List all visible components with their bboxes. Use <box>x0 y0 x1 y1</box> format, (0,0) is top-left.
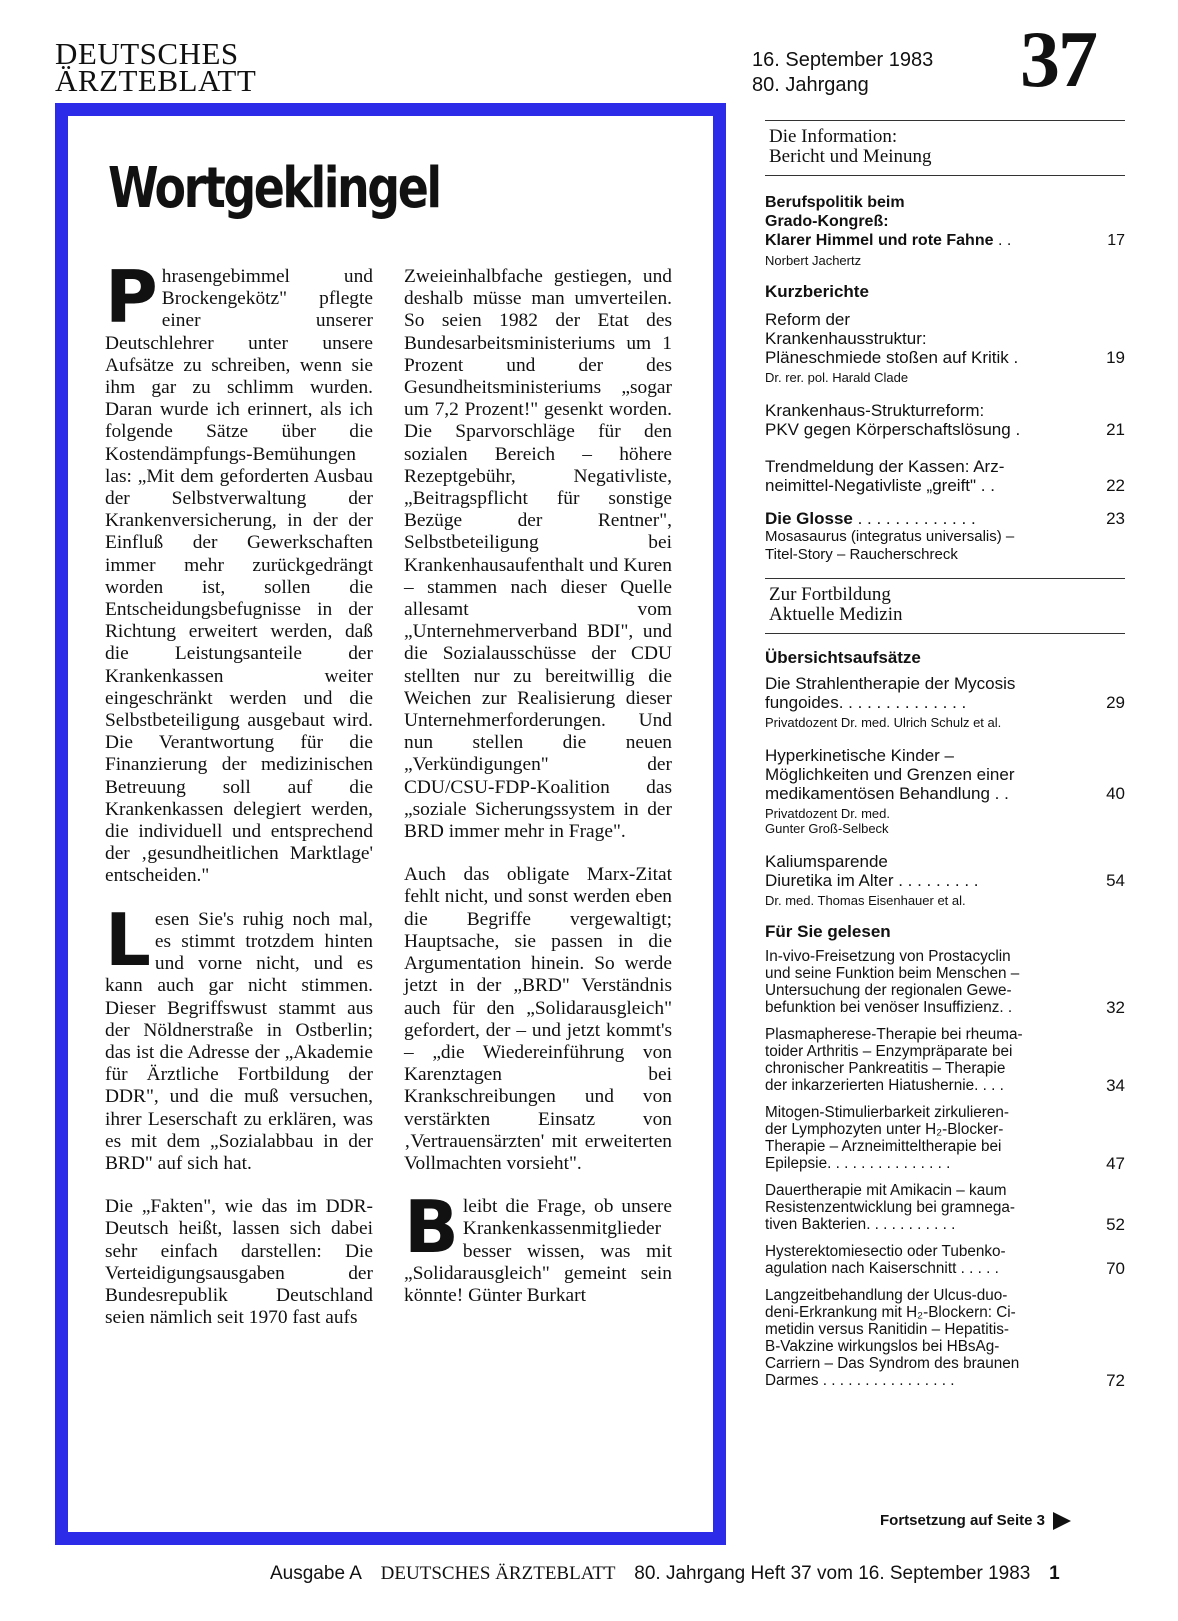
editorial-column-right <box>404 266 672 1328</box>
title-line: metidin versus Ranitidin – Hepatitis- <box>765 1321 1010 1338</box>
leader-dots: . . . . . . . . . <box>893 871 979 890</box>
entry-title <box>765 457 1125 495</box>
page-number: 19 <box>1106 348 1125 367</box>
subtitle-line: Mosasaurus (integratus universalis) – <box>765 528 1015 545</box>
leader-dots: . . . . . . . . . . . <box>866 1216 956 1233</box>
footer-title: DEUTSCHES ÄRZTEBLATT <box>380 1563 616 1584</box>
section-subtitle: Bericht und Meinung <box>769 146 932 167</box>
entry-title <box>765 852 1125 890</box>
paragraph-text: hrasengebimmel und Brockengekötz" pflegte einer unserer Deutschlehrer unter unsere Aufsätze zu schreiben, wenn sie ihm gar zu schlimm wurden. Daran wurde ich erinnert, als ich folgende Sätze über die Kostendämpfungs-Bemühungen las: „Mit dem geforderten Ausbau der Selbstverwaltung der Krankenversicherung, in der der Einfluß der Gewerkschaften immer mehr zurückgedrängt worden ist, sollen die Entscheidungsbefugnisse in der Richtung erweitert werden, daß die Leistungsanteile der Krankenkassen weiter eingeschränkt werden und die Selbstbeteiligung ausgebaut wird. Die Verantwortung für die Finanzierung der medizinischen Betreuung soll auf die Krankenkassen delegiert werden, die individuell und entsprechend der ‚gesundheitlichen Marktlage' entscheiden." <box>105 266 373 887</box>
leader-dots: . . . . . <box>956 1260 999 1277</box>
author-line: Privatdozent Dr. med. <box>765 806 890 821</box>
toc-entry-mitogen[interactable] <box>765 1104 1125 1172</box>
title-line: Diuretika im Alter <box>765 871 894 890</box>
page-number: 70 <box>1106 1259 1125 1278</box>
author <box>765 806 1125 836</box>
author: Dr. rer. pol. Harald Clade <box>765 370 909 385</box>
paragraph-text: Zweieinhalbfache gestiegen, und deshalb müsse man umverteilen. So seien 1982 der Etat des Bundesarbeitsministeriums um 1 Prozent und der des Gesundheitsministeriums „sogar um 7,2 Prozent!" gesenkt worden. Die Sparvorschläge für den sozialen Bereich – höhere Rezeptgebühr, Negativliste, „Beitragspflicht für sonstige Bezüge der Rentner", Selbstbeteiligung bei Krankenhausaufenthalt und Kuren – stammen nach dieser Quelle allesamt vom „Unternehmerverband BDI", und die Sozialausschüsse der CDU stellten nur zu bereitwillig die Weichen zur Realisierung dieser Unternehmerforderungen. Und nun stellen die neuen „Verkündigungen" der CDU/CSU-FDP-Koalition das „soziale Sicherungssystem in der BRD immer mehr in Frage". <box>404 266 672 843</box>
toc-entry-glosse[interactable] <box>765 509 1125 564</box>
section-subtitle: Aktuelle Medizin <box>769 604 903 625</box>
page-number: 72 <box>1106 1371 1125 1390</box>
title-line: toider Arthritis – Enzympräparate bei <box>765 1043 1013 1060</box>
author: Privatdozent Dr. med. Ulrich Schulz et al. <box>765 715 1002 730</box>
leader-dots: . <box>1010 420 1021 439</box>
title-line: deni-Erkrankung mit H₂-Blockern: Ci- <box>765 1304 1016 1321</box>
page-number: 29 <box>1106 693 1125 712</box>
entry-title <box>765 1243 1125 1277</box>
title-line: Krankenhausstruktur: <box>765 329 927 348</box>
page-number: 54 <box>1106 871 1125 890</box>
paragraph <box>404 864 672 1175</box>
entry-subtitle <box>765 528 1125 564</box>
title-line: Langzeitbehandlung der Ulcus-duo- <box>765 1287 1008 1304</box>
masthead-line2: ÄRZTEBLATT <box>55 63 257 98</box>
entry-title <box>765 1287 1125 1389</box>
section-title: Die Information: <box>769 126 898 147</box>
paragraph-text: Die „Fakten", wie das im DDR-Deutsch heißt, lassen sich dabei sehr einfach darstellen: Die Verteidigungsausgaben der Bundesrepublik Deutschland seien nämlich seit 1970 fast aufs <box>105 1196 373 1329</box>
title-line: befunktion bei venöser Insuffizienz <box>765 999 1000 1016</box>
toc-entry-ulcus[interactable] <box>765 1287 1125 1389</box>
entry-title <box>765 746 1125 803</box>
paragraph <box>105 1196 373 1329</box>
category-label: Berufspolitik beim <box>765 194 905 211</box>
title-line: tiven Bakterien <box>765 1216 867 1233</box>
leader-dots: . . <box>999 999 1013 1016</box>
drop-cap: B <box>404 1185 459 1270</box>
page-number: 52 <box>1106 1215 1125 1234</box>
entry-title <box>765 674 1125 712</box>
page-number: 40 <box>1106 784 1125 803</box>
divider <box>765 175 1125 176</box>
page-number: 17 <box>1107 232 1125 249</box>
entry-title <box>765 1182 1125 1233</box>
masthead <box>55 36 257 98</box>
leader-dots: . . <box>976 476 995 495</box>
editorial-title: Wortgeklingel <box>108 156 440 221</box>
title-line: Grado-Kongreß: <box>765 213 889 230</box>
issue-info <box>752 48 933 98</box>
page-number: 47 <box>1106 1154 1125 1173</box>
entry-title <box>765 212 1125 250</box>
toc-entry-plasmapherese[interactable] <box>765 1026 1125 1094</box>
title-line: der Lymphozyten unter H₂-Blocker- <box>765 1121 1004 1138</box>
masthead-line1: DEUTSCHES <box>55 36 239 71</box>
editorial-box <box>68 116 713 1532</box>
title-line: PKV gegen Körperschaftslösung <box>765 420 1011 439</box>
footer-page-number: 1 <box>1049 1563 1060 1584</box>
page-number: 32 <box>1106 998 1125 1017</box>
category-heading: Kurzberichte <box>765 282 869 301</box>
title-line: Darmes <box>765 1372 819 1389</box>
paragraph <box>105 255 373 888</box>
title-line: Die Strahlentherapie der Mycosis <box>765 674 1016 693</box>
author-line: Gunter Groß-Selbeck <box>765 821 889 836</box>
arrow-right-icon <box>1053 1512 1071 1530</box>
title-line: Carriern – Das Syndrom des braunen <box>765 1355 1020 1372</box>
entry-title <box>765 1104 1125 1172</box>
divider <box>765 633 1125 634</box>
page-number: 21 <box>1106 420 1125 439</box>
leader-dots: . . <box>989 784 1009 803</box>
title-line: Trendmeldung der Kassen: Arz- <box>765 457 1005 476</box>
issue-number: 37 <box>1020 16 1096 104</box>
leader-dots: . . . . . . . . . . . . . . <box>838 693 967 712</box>
toc-entry-amikacin[interactable] <box>765 1182 1125 1233</box>
title-line: fungoides <box>765 693 839 712</box>
title-line: der inkarzerierten Hiatushernie <box>765 1077 975 1094</box>
title-line: Pläneschmiede stoßen auf Kritik <box>765 348 1009 367</box>
title-line: Dauertherapie mit Amikacin – kaum <box>765 1182 1007 1199</box>
leader-dots: . . <box>993 232 1012 249</box>
entry-title <box>765 948 1125 1016</box>
continuation-link[interactable] <box>880 1512 1071 1530</box>
paragraph <box>404 266 672 843</box>
author: Norbert Jachertz <box>765 253 862 268</box>
footer-issue: 80. Jahrgang Heft 37 vom 16. September 1983 <box>634 1563 1031 1584</box>
toc-section-information <box>765 121 1125 175</box>
toc-entry-hysterektomie[interactable] <box>765 1243 1125 1277</box>
title-line: In-vivo-Freisetzung von Prostacyclin <box>765 948 1011 965</box>
title-line: Hyperkinetische Kinder – <box>765 746 954 765</box>
title-line: Möglichkeiten und Grenzen einer <box>765 765 1015 784</box>
title-line: und seine Funktion beim Menschen – <box>765 965 1020 982</box>
drop-cap: P <box>105 255 158 339</box>
entry-title <box>765 1026 1125 1094</box>
leader-dots: . . . . . . . . . . . . . <box>852 509 976 528</box>
paragraph <box>105 897 373 1175</box>
category-heading: Für Sie gelesen <box>765 922 891 941</box>
page-number: 34 <box>1106 1076 1125 1095</box>
issue-date: 16. September 1983 <box>752 49 934 71</box>
toc-entry-trend[interactable] <box>765 457 1125 495</box>
title-line: Epilepsie <box>765 1155 828 1172</box>
title-line: Plasmapherese-Therapie bei rheuma- <box>765 1026 1023 1043</box>
title-line: B-Vakzine wirkungslos bei HBsAg- <box>765 1338 1000 1355</box>
title-line: Therapie – Arzneimitteltherapie bei <box>765 1138 1002 1155</box>
page-footer <box>270 1563 1074 1585</box>
entry-title <box>765 310 1125 367</box>
paragraph-text: esen Sie's ruhig noch mal, es stimmt trotzdem hinten und vorne nicht, und es kann auch gar nicht stimmen. Dieser Begriffswust stammt aus der Nöldnerstraße in Ostberlin; das ist die Adresse der „Akademie für Ärztliche Fortbildung der DDR", und die muß versuchen, ihrer Leserschaft zu erklären, was es mit dem „Sozialabbau in der BRD" auf sich hat. <box>105 908 373 1174</box>
title-line: Untersuchung der regionalen Gewe- <box>765 982 1012 999</box>
page-number: 22 <box>1106 476 1125 495</box>
issue-volume: 80. Jahrgang <box>752 74 869 96</box>
title-line: medikamentösen Behandlung <box>765 784 990 803</box>
toc-entry-grado[interactable] <box>765 194 1125 268</box>
title-line: Die Glosse <box>765 509 853 528</box>
section-title: Zur Fortbildung <box>769 584 891 605</box>
toc-section-fortbildung <box>765 579 1125 633</box>
title-line: Klarer Himmel und rote Fahne <box>765 232 994 249</box>
leader-dots: . . . . . . . . . . . . . . . <box>827 1155 951 1172</box>
title-line: Hysterektomiesectio oder Tubenko- <box>765 1243 1006 1260</box>
title-line: chronischer Pankreatitis – Therapie <box>765 1060 1006 1077</box>
category-heading: Übersichtsaufsätze <box>765 648 921 667</box>
title-line: Reform der <box>765 310 851 329</box>
toc-entry-kaliumsparende[interactable] <box>765 852 1125 908</box>
leader-dots: . . . . <box>974 1077 1004 1094</box>
toc-entry-reform[interactable] <box>765 310 1125 385</box>
toc-entry-prostacyclin[interactable] <box>765 948 1125 1016</box>
drop-cap: L <box>105 897 151 982</box>
title-line: Resistenzentwicklung bei gramnega- <box>765 1199 1015 1216</box>
toc-entry-strahlentherapie[interactable] <box>765 674 1125 730</box>
editorial-frame <box>55 103 726 1545</box>
paragraph-text: Auch das obligate Marx-Zitat fehlt nicht, und sonst werden eben die Begriffe vergewaltigt; Hauptsache, sie passen in die Argumentation hinein. So werde jetzt in der „BRD" Verständnis auch für den „Solidarausgleich" gefordert, der – und jetzt kommt's – „die Wiedereinführung von Karenztagen bei Krankschreibungen und von verstärkten Einsatz von ‚Vertrauensärzten' mit erweiterten Vollmachten vorsieht". <box>404 864 672 1174</box>
paragraph <box>404 1185 672 1307</box>
author: Dr. med. Thomas Eisenhauer et al. <box>765 893 966 908</box>
title-line: Mitogen-Stimulierbarkeit zirkulieren- <box>765 1104 1009 1121</box>
subtitle-line: Titel-Story – Raucherschreck <box>765 546 958 563</box>
title-line: neimittel-Negativliste „greift" <box>765 476 977 495</box>
page-number: 23 <box>1106 509 1125 528</box>
title-line: agulation nach Kaiserschnitt <box>765 1260 957 1277</box>
toc-entry-hyperkinetisch[interactable] <box>765 746 1125 836</box>
leader-dots: . <box>1008 348 1019 367</box>
title-line: Kaliumsparende <box>765 852 888 871</box>
continuation-label: Fortsetzung auf Seite 3 <box>880 1512 1046 1529</box>
paragraph-text: leibt die Frage, ob unsere Krankenkassenmitglieder besser wissen, was mit „Solidarausgleich" gemeint sein könnte! Günter Burkart <box>404 1196 672 1306</box>
table-of-contents <box>765 120 1125 1389</box>
editorial-column-left <box>105 255 373 1350</box>
title-line: Krankenhaus-Strukturreform: <box>765 401 985 420</box>
entry-title <box>765 401 1125 439</box>
toc-entry-krankenhaus[interactable] <box>765 401 1125 439</box>
footer-edition: Ausgabe A <box>270 1563 362 1584</box>
leader-dots: . . . . . . . . . . . . . . . . <box>818 1372 955 1389</box>
entry-title <box>765 509 1125 528</box>
